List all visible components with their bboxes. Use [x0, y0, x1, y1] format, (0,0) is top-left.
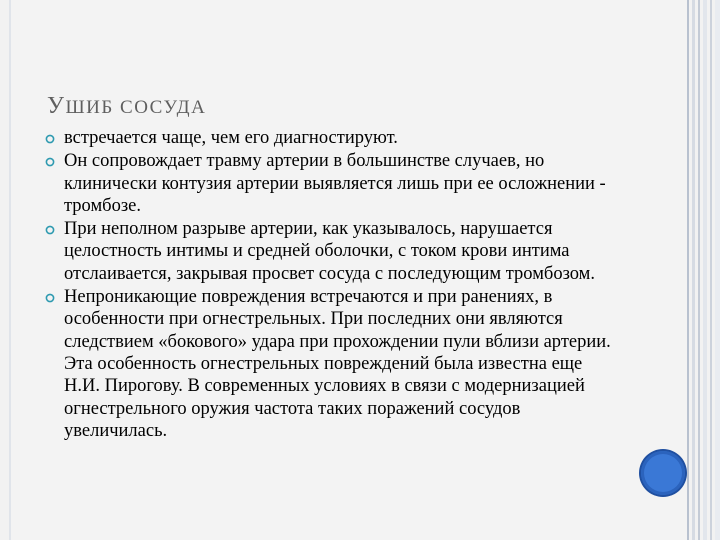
hollow-circle-icon	[45, 157, 55, 167]
bullet-item	[0, 286, 620, 442]
slide-title	[47, 84, 206, 121]
hollow-circle-icon	[45, 225, 55, 235]
bullet-item	[0, 127, 620, 149]
right-edge-stripe	[687, 0, 689, 540]
hollow-circle-icon	[45, 134, 55, 144]
bullet-text: При неполном разрыве артерии, как указывалось, нарушается целостность интимы и средней оболочки, с током крови интима отслаивается, закрывая просвет сосуда с последующим тромбозом.	[64, 219, 596, 284]
right-edge-stripe	[710, 0, 712, 540]
blue-circle-icon	[641, 451, 685, 495]
bullet-list	[0, 127, 676, 443]
right-edge-stripe	[692, 0, 695, 540]
slide-title-rest: ШИБ СОСУДА	[65, 97, 207, 118]
bullet-item	[0, 218, 620, 285]
bullet-text: встречается чаще, чем его диагностируют.	[64, 128, 398, 148]
hollow-circle-icon	[45, 293, 55, 303]
right-edge-stripe	[703, 0, 707, 540]
slide-title-initial: У	[47, 93, 66, 119]
right-edge-stripe	[715, 0, 720, 540]
bullet-item	[0, 150, 620, 217]
bullet-text: Непроникающие повреждения встречаются и при ранениях, в особенности при огнестрельных. При последних они являются следствием «бокового» удара при прохождении пули вблизи артерии. Эта особенность огнестрельных повреждений была известна еще Н.И. Пирогову. В современных условиях в связи с модернизацией огнестрельного оружия частота таких поражений сосудов увеличилась.	[64, 287, 611, 441]
bullet-text: Он сопровождает травму артерии в большинстве случаев, но клинически контузия артерии выявляется лишь при ее осложнении - тромбозе.	[64, 151, 606, 216]
right-edge-stripe	[698, 0, 700, 540]
